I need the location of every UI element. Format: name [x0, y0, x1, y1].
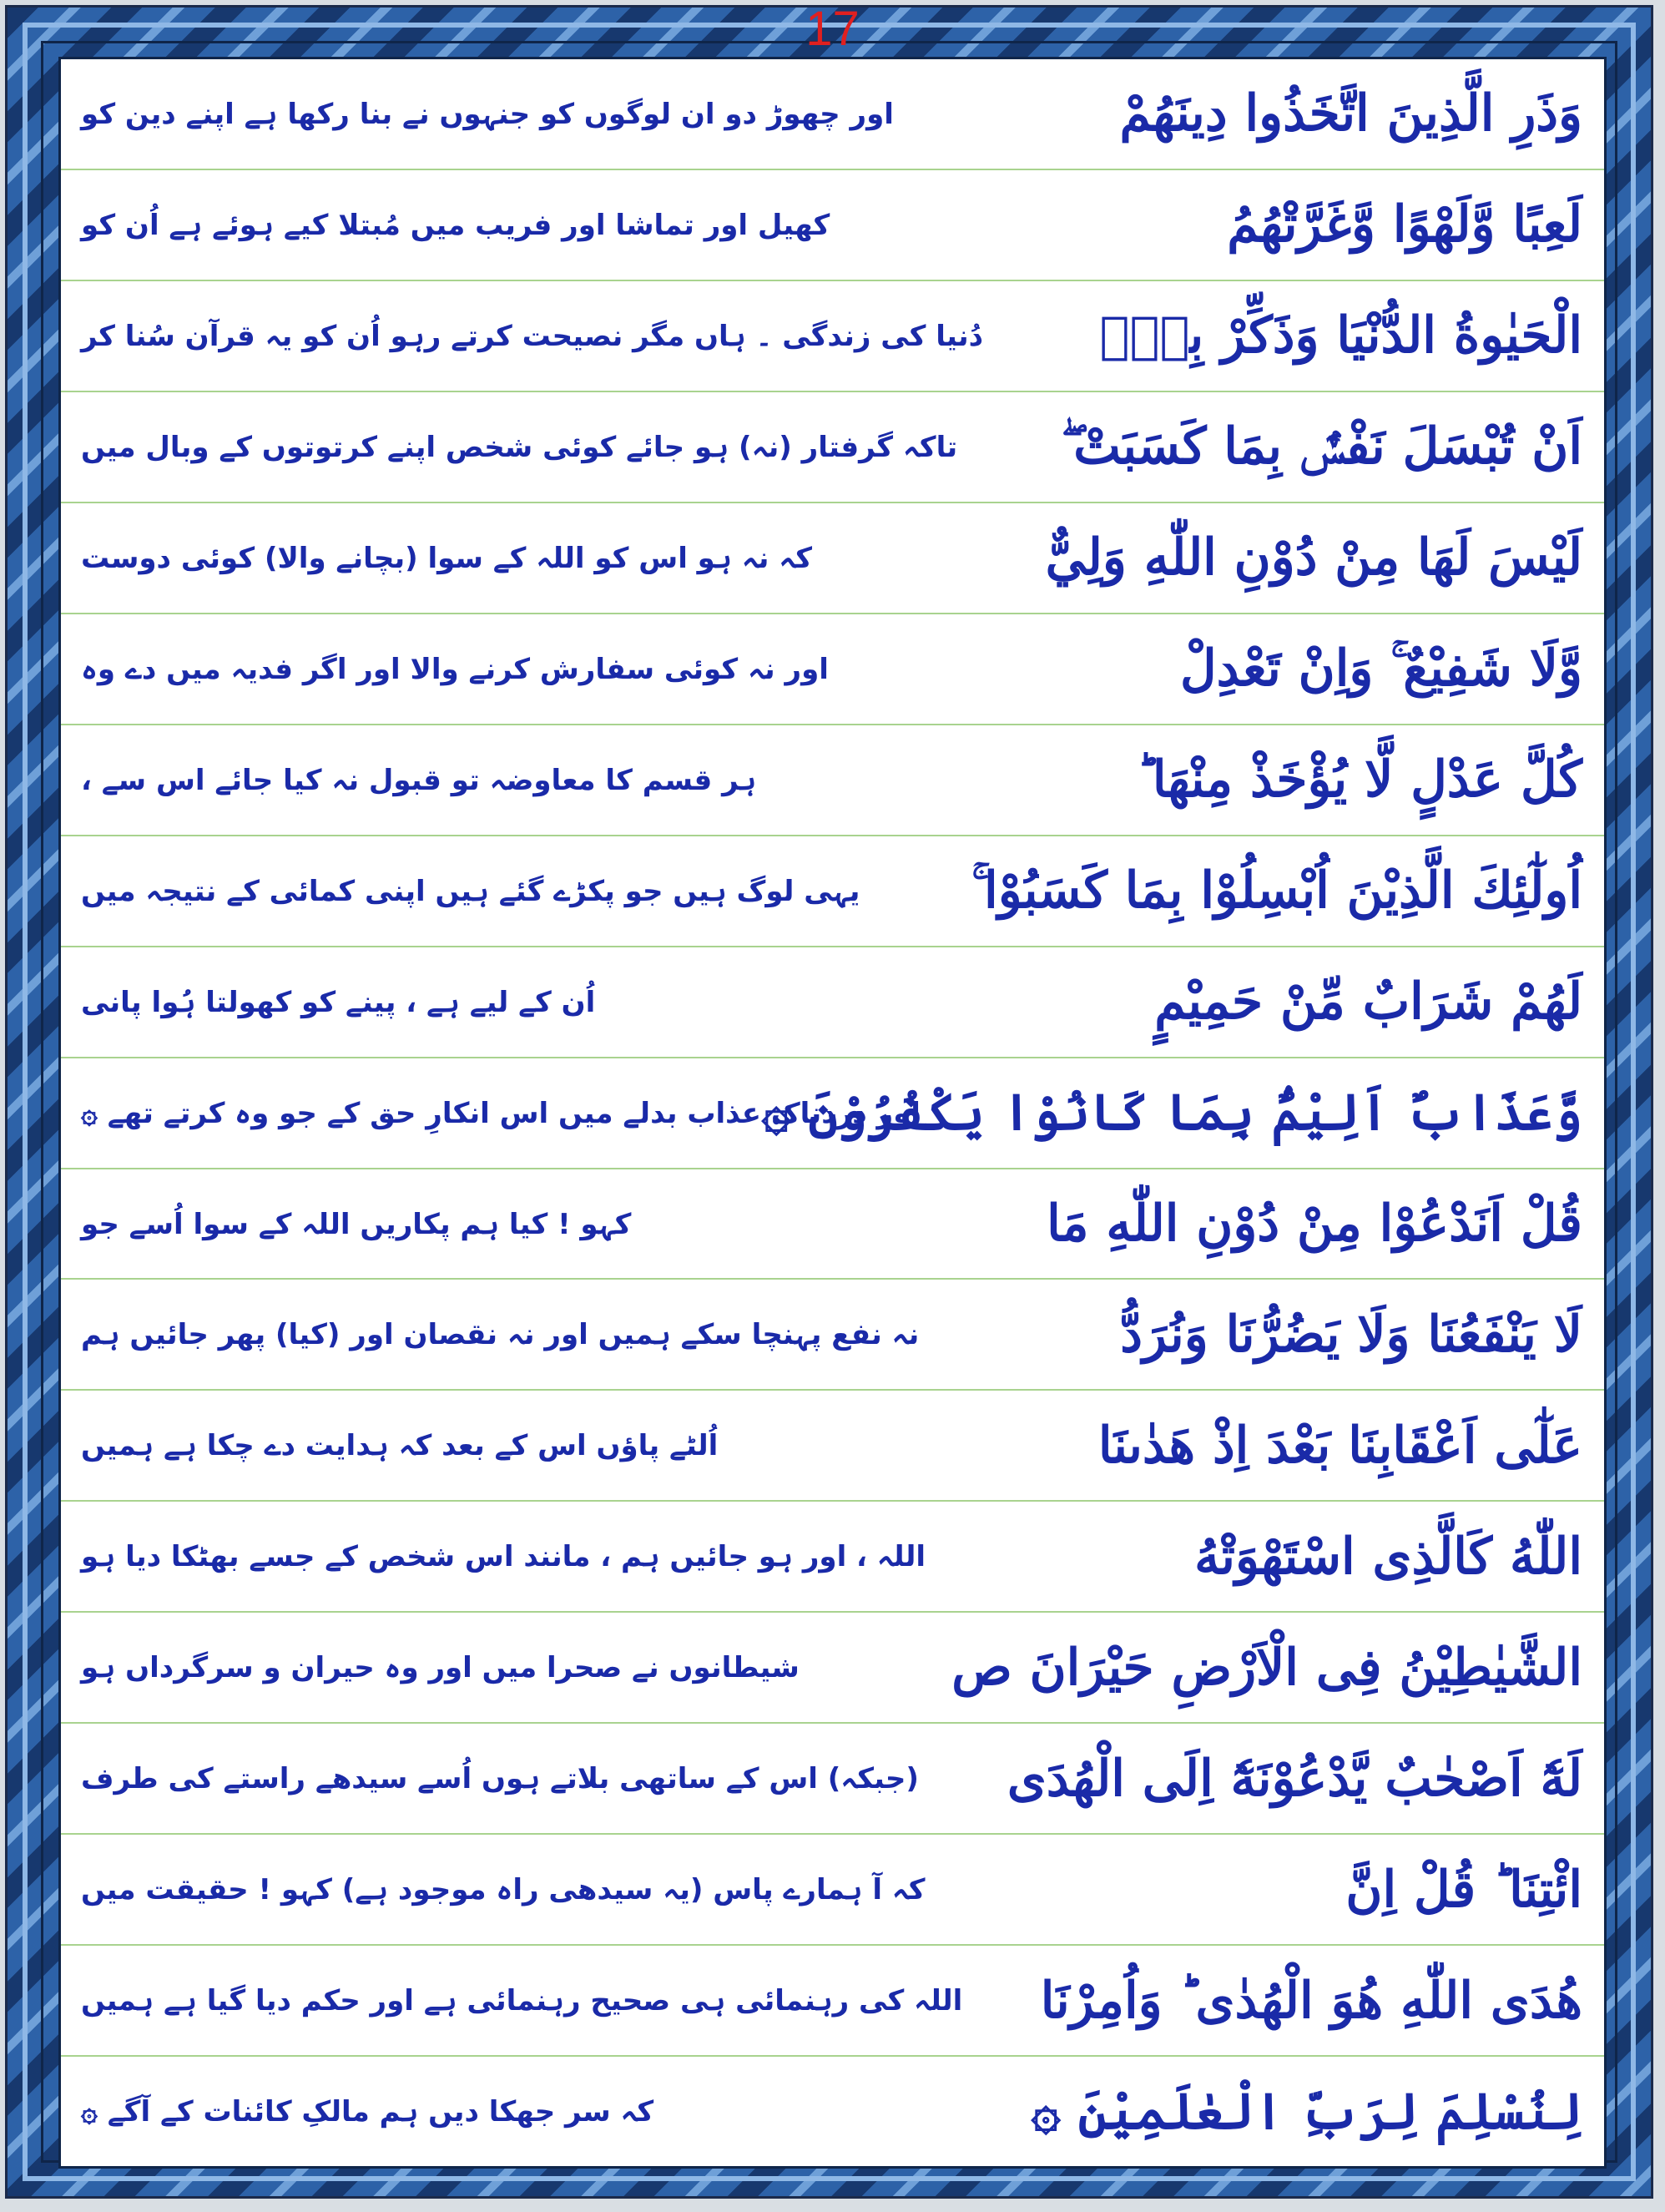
urdu-translation: کہ نہ ہو اس کو اللہ کے سوا (بچانے والا) کوئی دوست — [81, 541, 812, 575]
arabic-verse: وَذَرِ الَّذِينَ اتَّخَذُوا دِينَهُمْ — [1119, 84, 1582, 144]
arabic-verse: هُدَى اللّٰهِ هُوَ الْهُدٰى ؕ وَاُمِرْنَا — [1040, 1971, 1582, 2030]
urdu-translation: شیطانوں نے صحرا میں اور وہ حیران و سرگرداں ہو — [81, 1651, 800, 1685]
verse-row — [61, 1169, 1604, 1280]
page-number: 17 — [805, 2, 860, 56]
arabic-verse: لَهٗٓ اَصْحٰبٌ يَّدْعُوْنَهٗٓ اِلَى الْهُدَى — [1007, 1749, 1582, 1808]
verse-row — [61, 59, 1604, 170]
verse-row — [61, 947, 1604, 1058]
urdu-translation: کہ آ ہمارے پاس (یہ سیدھی راہ موجود ہے) کہو ! حقیقت میں — [81, 1873, 926, 1907]
arabic-verse: اللّٰهُ كَالَّذِى اسْتَهْوَتْهُ — [1194, 1527, 1582, 1586]
arabic-verse: الْحَيٰوةُ الدُّنْيَا وَذَكِّرْ بِهٖٓ — [1099, 306, 1582, 366]
verse-table — [58, 57, 1607, 2169]
verse-row — [61, 2057, 1604, 2166]
verse-row — [61, 725, 1604, 836]
urdu-translation: کھیل اور تماشا اور فریب میں مُبتلا کیے ہوئے ہے اُن کو — [81, 208, 830, 242]
urdu-translation: کہو ! کیا ہم پکاریں اللہ کے سوا اُسے جو — [81, 1207, 632, 1241]
arabic-verse: لِنُسْلِمَ لِرَبِّ الْعٰلَمِيْنَ ۞ — [1031, 2082, 1582, 2141]
urdu-translation: یہی لوگ ہیں جو پکڑے گئے ہیں اپنی کمائی کے نتیجہ میں — [81, 874, 860, 908]
verse-row — [61, 392, 1604, 503]
arabic-verse: وَّلَا شَفِيْعٌ ۚ وَاِنْ تَعْدِلْ — [1180, 639, 1582, 699]
urdu-translation: اللہ کی رہنمائی ہی صحیح رہنمائی ہے اور حکم دیا گیا ہے ہمیں — [81, 1984, 963, 2018]
verse-row — [61, 1391, 1604, 1502]
verse-row — [61, 1724, 1604, 1835]
urdu-translation: نہ نفع پہنچا سکے ہمیں اور نہ نقصان اور (کیا) پھر جائیں ہم — [81, 1318, 920, 1352]
urdu-translation: کہ سر جھکا دیں ہم مالکِ کائنات کے آگے ۞ — [81, 2095, 654, 2129]
verse-row — [61, 1280, 1604, 1391]
verse-row — [61, 281, 1604, 392]
arabic-verse: كُلَّ عَدْلٍ لَّا يُؤْخَذْ مِنْهَا ؕ — [1136, 750, 1582, 810]
urdu-translation: اُلٹے پاؤں اس کے بعد کہ ہدایت دے چکا ہے ہمیں — [81, 1429, 719, 1463]
arabic-verse: وَّعَذَابٌ اَلِيْمٌۢ بِمَا كَانُوْا يَكْفُرُوْنَ ۞ — [761, 1083, 1582, 1143]
arabic-verse: اَنْ تُبْسَلَ نَفْسٌۢ بِمَا كَسَبَتْ ۖ — [1061, 417, 1582, 477]
urdu-translation: اور چھوڑ دو ان لوگوں کو جنہوں نے بنا رکھا ہے اپنے دین کو — [81, 97, 894, 131]
arabic-verse: لَعِبًا وَّلَهْوًا وَّغَرَّتْهُمُ — [1227, 195, 1582, 255]
arabic-verse: ائْتِنَا ؕ قُلْ اِنَّ — [1345, 1860, 1582, 1919]
arabic-verse: لَهُمْ شَرَابٌ مِّنْ حَمِيْمٍ — [1154, 972, 1582, 1032]
arabic-verse: عَلٰٓى اَعْقَابِنَا بَعْدَ اِذْ هَدٰىنَا — [1097, 1416, 1582, 1475]
verse-row — [61, 1835, 1604, 1946]
verse-row — [61, 836, 1604, 947]
arabic-verse: لَيْسَ لَهَا مِنْ دُوْنِ اللّٰهِ وَلِيٌّ — [1045, 528, 1582, 588]
arabic-verse: اُولٰٓئِكَ الَّذِيْنَ اُبْسِلُوْا بِمَا كَسَبُوْا ۚ — [971, 861, 1582, 921]
urdu-translation: (جبکہ) اس کے ساتھی بلاتے ہوں اُسے سیدھے راستے کی طرف — [81, 1762, 919, 1796]
verse-row — [61, 1946, 1604, 2057]
verse-row — [61, 1058, 1604, 1169]
arabic-verse: الشَّيٰطِيْنُ فِى الْاَرْضِ حَيْرَانَ ص — [951, 1638, 1582, 1697]
arabic-verse: قُلْ اَنَدْعُوْا مِنْ دُوْنِ اللّٰهِ مَا — [1047, 1194, 1582, 1253]
urdu-translation: اور نہ کوئی سفارش کرنے والا اور اگر فدیہ میں دے وہ — [81, 652, 829, 686]
verse-row — [61, 170, 1604, 281]
urdu-translation: دُنیا کی زندگی ۔ ہاں مگر نصیحت کرتے رہو اُن کو یہ قرآن سُنا کر — [81, 319, 984, 353]
urdu-translation: اللہ ، اور ہو جائیں ہم ، مانند اس شخص کے جسے بھٹکا دیا ہو — [81, 1540, 926, 1574]
urdu-translation: تاکہ گرفتار (نہ) ہو جائے کوئی شخص اپنے کرتوتوں کے وبال میں — [81, 430, 958, 464]
verse-row — [61, 1502, 1604, 1613]
verse-row — [61, 1613, 1604, 1724]
urdu-translation: اُن کے لیے ہے ، پینے کو کھولتا ہُوا پانی — [81, 985, 596, 1019]
verse-row — [61, 614, 1604, 725]
verse-row — [61, 503, 1604, 614]
urdu-translation: اور دردناک عذاب بدلے میں اس انکارِ حق کے جو وہ کرتے تھے ۞ — [81, 1096, 921, 1130]
urdu-translation: ہر قسم کا معاوضہ تو قبول نہ کیا جائے اس سے ، — [81, 763, 757, 797]
arabic-verse: لَا يَنْفَعُنَا وَلَا يَضُرُّنَا وَنُرَدُّ — [1120, 1305, 1582, 1364]
